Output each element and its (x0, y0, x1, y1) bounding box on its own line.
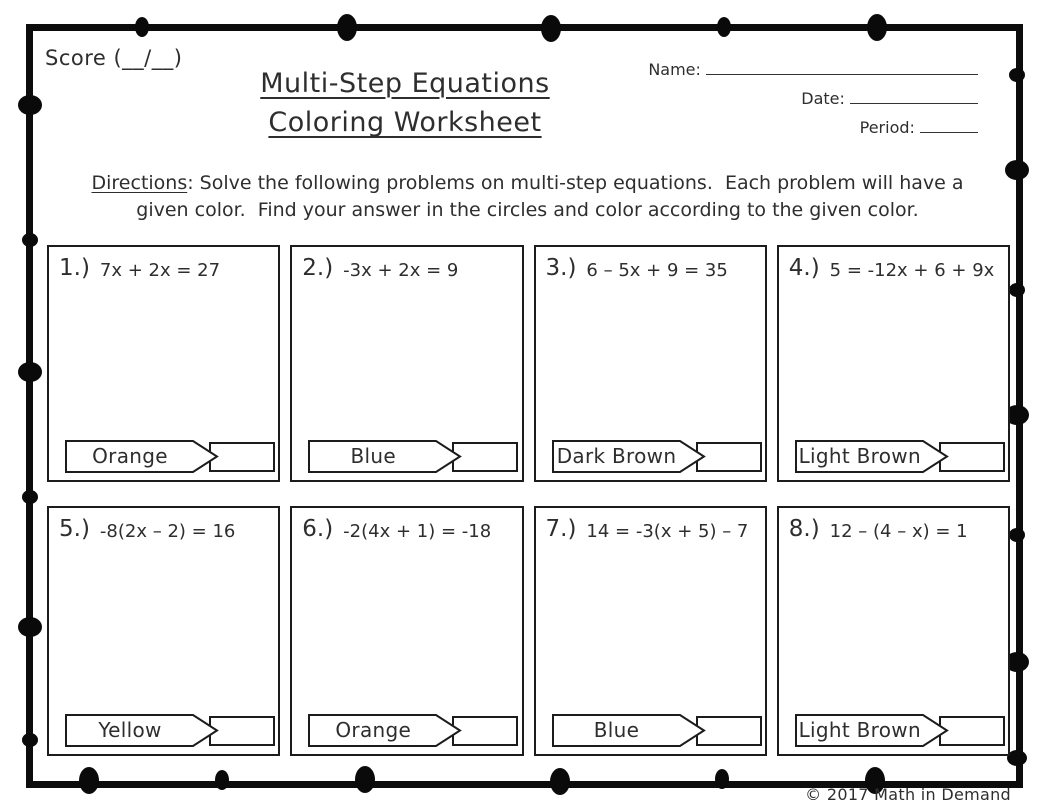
worksheet-title (180, 64, 630, 142)
problem-equation: -3x + 2x = 9 (343, 260, 459, 281)
border-dot (355, 766, 375, 793)
date-label: Date: (801, 89, 845, 108)
color-tag (552, 714, 762, 747)
directions-line-2: given color. Find your answer in the circles and color according to the given color. (136, 198, 919, 221)
directions-line-1: : Solve the following problems on multi-step equations. Each problem will have a (187, 172, 964, 194)
color-tag (308, 440, 518, 473)
date-row (648, 89, 978, 108)
border-dot (1007, 750, 1027, 766)
problem-number: 5.) (59, 516, 90, 542)
border-dot (1009, 528, 1025, 542)
color-label: Light Brown (798, 443, 921, 468)
problem-equation: -2(4x + 1) = -18 (343, 521, 492, 542)
color-tag (308, 714, 518, 747)
border-dot (18, 362, 42, 382)
color-tag (795, 440, 1005, 473)
color-banner (552, 714, 706, 747)
problem-number: 3.) (545, 255, 577, 281)
name-row (648, 60, 978, 79)
problem-cell-7 (534, 506, 767, 756)
border-dot (22, 733, 38, 747)
problem-equation: 14 = -3(x + 5) – 7 (586, 521, 749, 542)
color-banner (552, 440, 706, 473)
border-dot (717, 17, 731, 37)
problem-number: 1.) (59, 255, 90, 281)
problem-cell-6 (290, 506, 523, 756)
problem-number: 6.) (302, 516, 334, 542)
color-label: Orange (335, 717, 412, 742)
color-banner (308, 440, 462, 473)
color-label: Light Brown (798, 717, 921, 742)
color-label: Yellow (98, 717, 162, 742)
color-tag (65, 714, 275, 747)
color-banner (795, 440, 949, 473)
border-dot (715, 769, 729, 789)
border-dot (1009, 68, 1025, 82)
color-tag (552, 440, 762, 473)
problem-cell-8 (777, 506, 1010, 756)
title-line-2: Coloring Worksheet (268, 107, 542, 139)
color-label: Blue (593, 717, 640, 742)
date-blank (850, 89, 978, 104)
score-label: Score (__/__) (45, 46, 183, 70)
border-dot (867, 14, 887, 41)
color-banner (65, 440, 219, 473)
period-label: Period: (859, 118, 915, 137)
border-dot (550, 768, 570, 795)
problem-equation: -8(2x – 2) = 16 (99, 521, 236, 542)
title-line-1: Multi-Step Equations (260, 68, 550, 99)
border-dot (22, 490, 38, 504)
color-label: Orange (92, 443, 168, 468)
directions-label: Directions (91, 172, 188, 194)
directions (40, 170, 1015, 224)
name-label: Name: (648, 60, 701, 79)
problem-equation: 12 – (4 – x) = 1 (829, 521, 968, 542)
problem-cell-5 (47, 506, 280, 756)
color-tag (795, 714, 1005, 747)
problem-cell-3 (534, 245, 767, 482)
problem-cell-4 (777, 245, 1010, 482)
name-blank (706, 60, 978, 75)
copyright-notice: © 2017 Math in Demand (805, 785, 1011, 804)
problem-equation: 7x + 2x = 27 (99, 260, 221, 281)
color-label: Blue (350, 443, 396, 468)
color-banner (308, 714, 462, 747)
border-dot (541, 15, 561, 42)
border-dot (337, 14, 357, 41)
student-info (648, 60, 978, 147)
problem-cell-2 (290, 245, 523, 482)
problem-number: 7.) (545, 516, 577, 542)
border-dot (215, 770, 229, 790)
problem-number: 4.) (788, 255, 820, 281)
problem-row-2 (47, 506, 1010, 756)
border-dot (18, 95, 42, 115)
problem-cell-1 (47, 245, 280, 482)
color-label: Dark Brown (556, 443, 677, 468)
problem-equation: 6 – 5x + 9 = 35 (586, 260, 728, 281)
border-dot (18, 617, 42, 637)
color-tag (65, 440, 275, 473)
period-blank (920, 118, 978, 133)
color-banner (65, 714, 219, 747)
period-row (648, 118, 978, 137)
problem-number: 2.) (302, 255, 334, 281)
border-dot (22, 233, 38, 247)
problem-number: 8.) (788, 516, 820, 542)
border-dot (79, 767, 99, 794)
problem-equation: 5 = -12x + 6 + 9x (829, 260, 995, 281)
problem-row-1 (47, 245, 1010, 482)
border-dot (135, 17, 149, 37)
border-dot (1009, 283, 1025, 297)
color-banner (795, 714, 949, 747)
